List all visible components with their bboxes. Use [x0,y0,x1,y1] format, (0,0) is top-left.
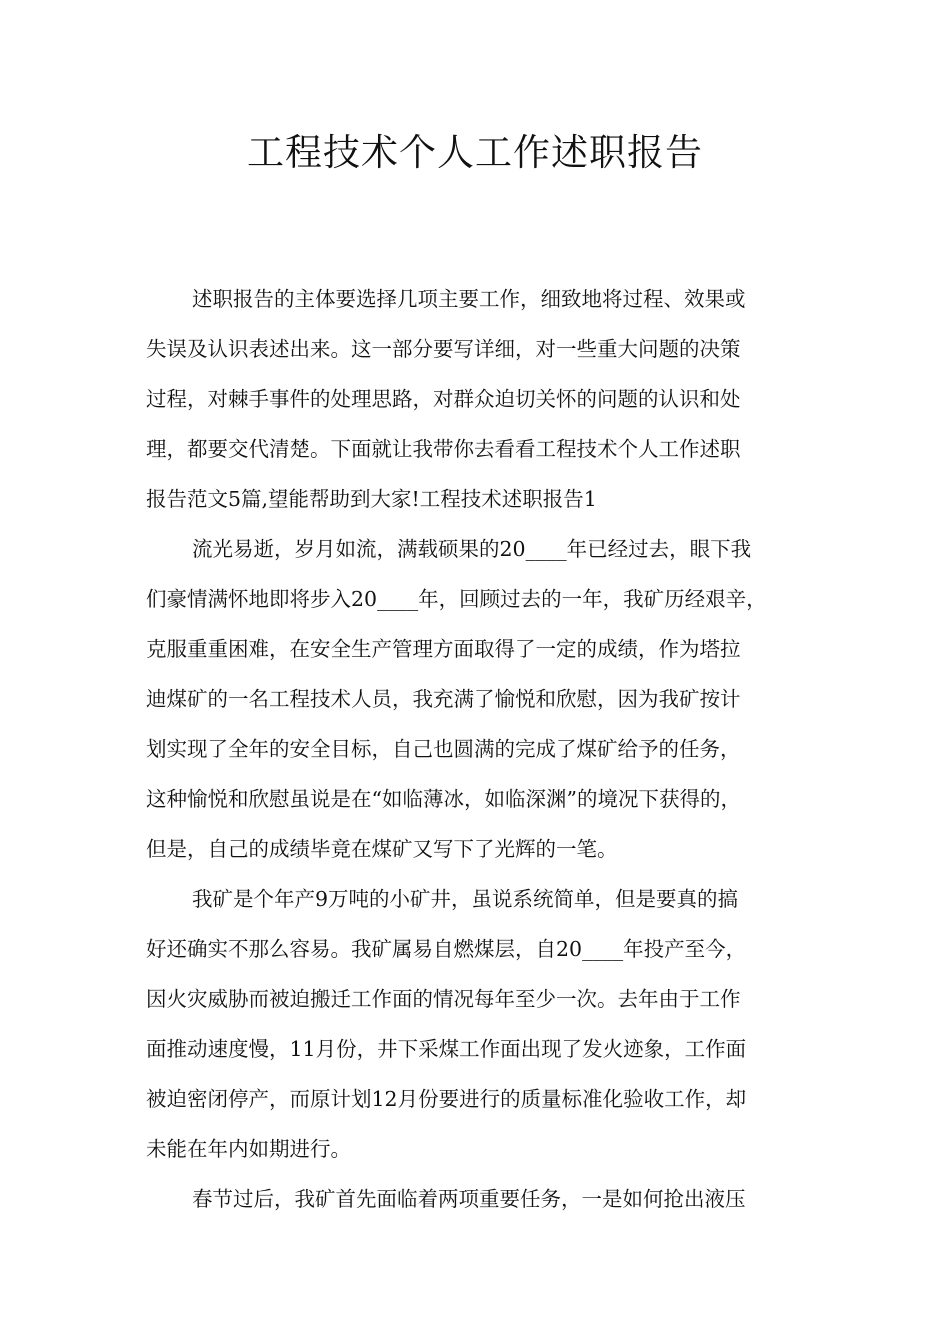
paragraph-line: 流光易逝，岁月如流，满载硕果的20____年已经过去，眼下我 [192,537,752,561]
paragraph-line: 因火灾威胁而被迫搬迁工作面的情况每年至少一次。去年由于工作 [146,987,741,1011]
paragraph-line: 面推动速度慢，11月份，井下采煤工作面出现了发火迹象，工作面 [146,1037,747,1061]
paragraph-line: 克服重重困难，在安全生产管理方面取得了一定的成绩，作为塔拉 [146,637,741,661]
document-title: 工程技术个人工作述职报告 [247,131,703,174]
paragraph-line: 失误及认识表述出来。这一部分要写详细，对一些重大问题的决策 [146,337,741,361]
paragraph-line: 好还确实不那么容易。我矿属易自燃煤层，自20____年投产至今， [146,937,747,961]
paragraph-line: 春节过后，我矿首先面临着两项重要任务，一是如何抢出液压 [192,1187,746,1211]
paragraph-line: 述职报告的主体要选择几项主要工作，细致地将过程、效果或 [192,287,746,311]
paragraph-line: 理，都要交代清楚。下面就让我带你去看看工程技术个人工作述职 [146,437,741,461]
paragraph-line: 我矿是个年产9万吨的小矿井，虽说系统简单，但是要真的搞 [192,887,739,911]
paragraph-line: 报告范文5篇,望能帮助到大家!工程技术述职报告1 [146,487,597,511]
paragraph-line: 迪煤矿的一名工程技术人员，我充满了愉悦和欣慰，因为我矿按计 [146,687,741,711]
paragraph-line: 这种愉悦和欣慰虽说是在“如临薄冰，如临深渊”的境况下获得的， [146,787,741,811]
paragraph-line: 过程，对棘手事件的处理思路，对群众迫切关怀的问题的认识和处 [146,387,741,411]
paragraph-line: 划实现了全年的安全目标，自己也圆满的完成了煤矿给予的任务， [146,737,741,761]
paragraph-line: 们豪情满怀地即将步入20____年，回顾过去的一年，我矿历经艰辛， [146,587,767,611]
paragraph-line: 被迫密闭停产，而原计划12月份要进行的质量标准化验收工作，却 [146,1087,747,1111]
paragraph-line: 未能在年内如期进行。 [146,1137,351,1161]
paragraph-line: 但是，自己的成绩毕竟在煤矿又写下了光辉的一笔。 [146,837,618,861]
